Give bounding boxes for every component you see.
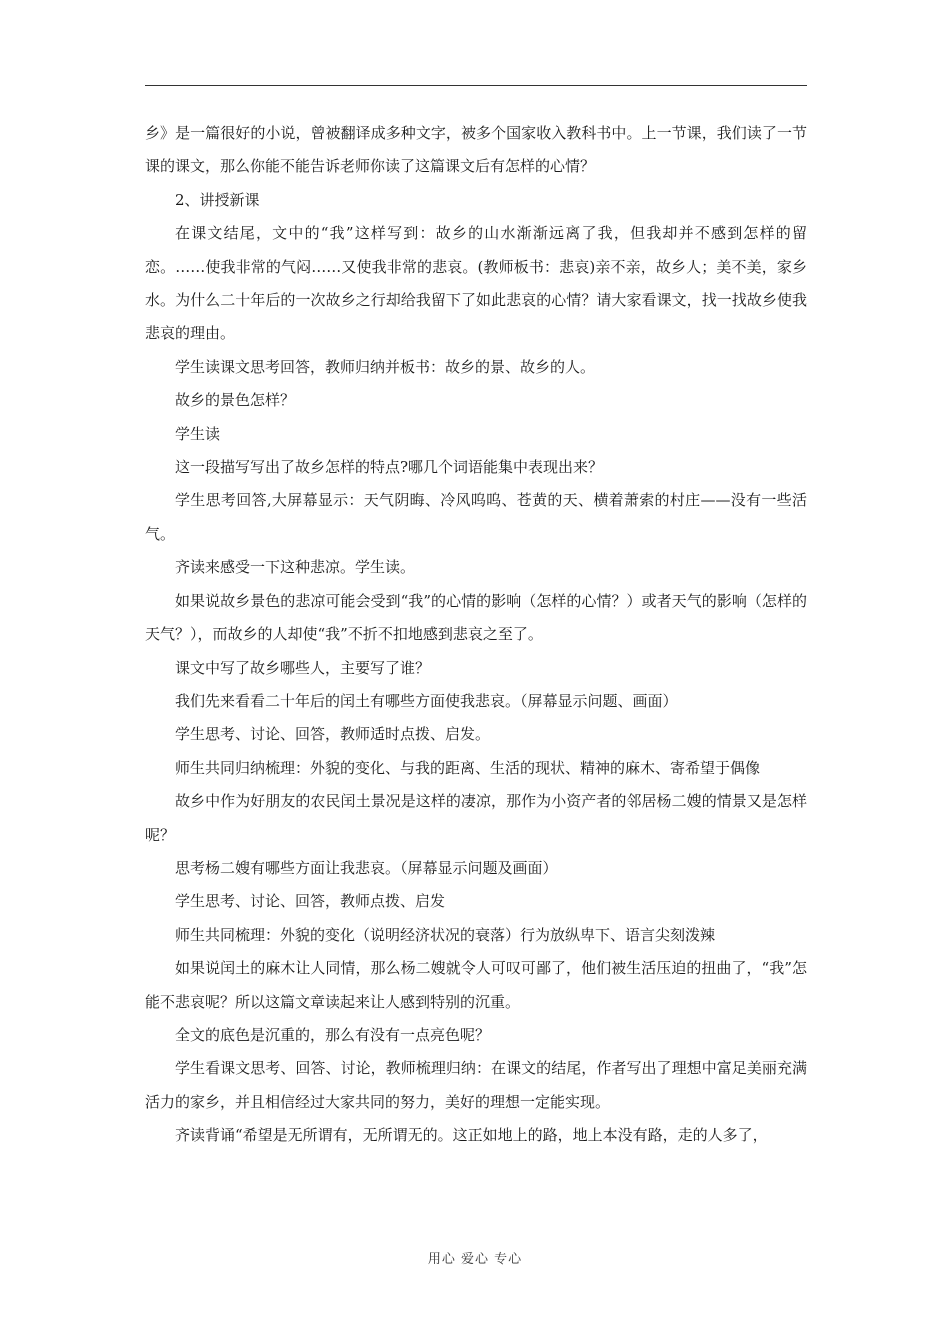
page-footer: 用心 爱心 专心: [427, 1252, 523, 1267]
paragraph: 齐读来感受一下这种悲凉。学生读。: [175, 558, 416, 577]
paragraph: 齐读背诵“希望是无所谓有，无所谓无的。这正如地上的路，地上本没有路，走的人多了，: [175, 1126, 768, 1145]
paragraph: 师生共同梳理：外貌的变化（说明经济状况的衰落）行为放纵卑下、语言尖刻泼辣: [175, 925, 716, 944]
paragraph: 乡》是一篇很好的小说，曾被翻译成多种文字，被多个国家收入教科书中。上一节课，我们读了一节课的课文，那么你能不能告诉老师你读了这篇课文后有怎样的心情？: [145, 124, 807, 176]
paragraph: 如果说闰土的麻木让人同情，那么杨二嫂就令人可叹可鄙了，他们被生活压迫的扭曲了，“我”怎能不悲哀呢？所以这篇文章读起来让人感到特别的沉重。: [145, 959, 807, 1011]
paragraph: 学生思考、讨论、回答，教师适时点拨、启发。: [175, 725, 491, 744]
paragraph: 2、讲授新课: [175, 190, 260, 209]
paragraph: 如果说故乡景色的悲凉可能会受到“我”的心情的影响（怎样的心情？）或者天气的影响（怎样的天气？），而故乡的人却使“我”不折不扣地感到悲哀之至了。: [145, 591, 807, 644]
paragraph: 故乡的景色怎样？: [175, 391, 296, 410]
paragraph: 学生读: [175, 424, 221, 443]
paragraph: 思考杨二嫂有哪些方面让我悲哀。（屏幕显示问题及画面）: [175, 858, 558, 877]
paragraph: 故乡中作为好朋友的农民闰土景况是这样的凄凉，那作为小资产者的邻居杨二嫂的情景又是怎样呢？: [145, 792, 807, 844]
paragraph: 学生思考回答,大屏幕显示：天气阴晦、冷风呜呜、苍黄的天、横着萧索的村庄——没有一些活气。: [145, 491, 807, 543]
document-body: [145, 117, 807, 1153]
paragraph: 学生看课文思考、回答、讨论，教师梳理归纳：在课文的结尾，作者写出了理想中富足美丽充满活力的家乡，并且相信经过大家共同的努力，美好的理想一定能实现。: [145, 1059, 807, 1111]
paragraph: 在课文结尾，文中的“我”这样写到：故乡的山水渐渐远离了我，但我却并不感到怎样的留恋。……使我非常的气闷……又使我非常的悲哀。(教师板书：悲哀)亲不亲，故乡人；美不美，家乡水。为什么二十年后的一次故乡之行却给我留下了如此悲哀的心情？请大家看课文，找一找故乡使我悲哀的理由。: [145, 224, 807, 343]
paragraph: 学生读课文思考回答，教师归纳并板书：故乡的景、故乡的人。: [175, 357, 596, 376]
paragraph: 我们先来看看二十年后的闰土有哪些方面使我悲哀。（屏幕显示问题、画面）: [175, 691, 678, 710]
paragraph: 课文中写了故乡哪些人，主要写了谁？: [175, 658, 431, 677]
paragraph: 师生共同归纳梳理：外貌的变化、与我的距离、生活的现状、精神的麻木、寄希望于偶像: [175, 758, 761, 777]
paragraph: 学生思考、讨论、回答，教师点拨、启发: [175, 892, 446, 911]
paragraph: 这一段描写写出了故乡怎样的特点?哪几个词语能集中表现出来？: [175, 458, 604, 477]
header-rule: [145, 85, 807, 86]
paragraph: 全文的底色是沉重的，那么有没有一点亮色呢？: [175, 1025, 491, 1044]
